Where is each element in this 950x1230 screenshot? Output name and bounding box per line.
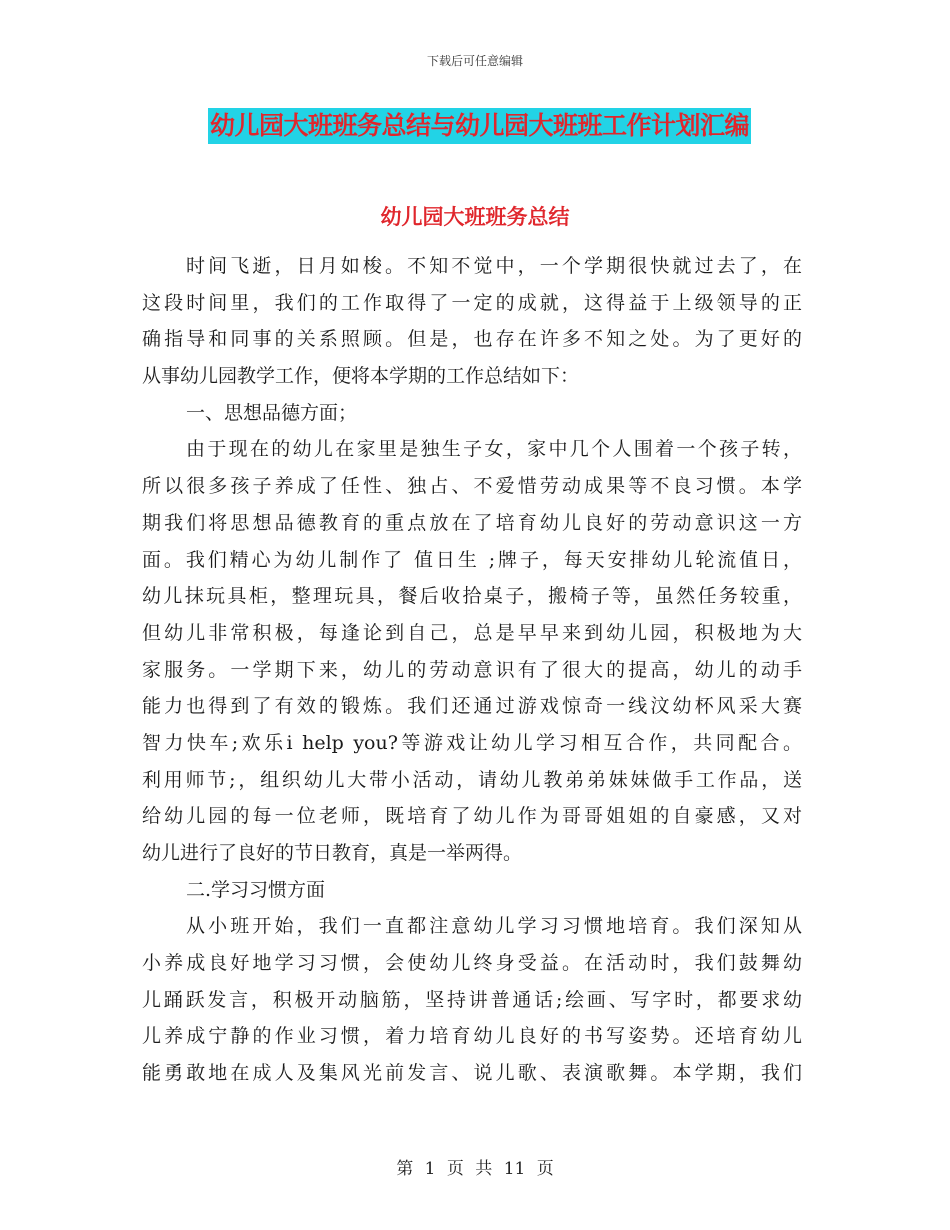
- paragraph-line: 利用师节;，组织幼儿大带小活动，请幼儿教弟弟妹妹做手工作品，送: [142, 768, 802, 791]
- body-text: [142, 248, 802, 1092]
- document-title: 幼儿园大班班务总结与幼儿园大班班工作计划汇编: [208, 108, 751, 144]
- paragraph-line: 幼儿进行了良好的节日教育，真是一举两得。: [142, 842, 523, 864]
- paragraph-line: 给幼儿园的每一位老师，既培育了幼儿作为哥哥姐姐的自豪感，又对: [142, 805, 802, 828]
- paragraph-line: 从小班开始，我们一直都注意幼儿学习习惯地培育。我们深知从: [186, 915, 802, 938]
- paragraph-line: 家服务。一学期下来，幼儿的劳动意识有了很大的提高，幼儿的动手: [142, 658, 802, 681]
- paragraph-line: 期我们将思想品德教育的重点放在了培育幼儿良好的劳动意识这一方: [142, 511, 802, 534]
- paragraph-line: 由于现在的幼儿在家里是独生子女，家中几个人围着一个孩子转，: [186, 438, 802, 461]
- section-heading: 一、思想品德方面；: [186, 401, 358, 424]
- title-wrapper: [208, 108, 788, 144]
- paragraph-line: 能勇敢地在成人及集风光前发言、说儿歌、表演歌舞。本学期，我们: [142, 1062, 802, 1085]
- paragraph-line: 小养成良好地学习习惯，会使幼儿终身受益。在活动时，我们鼓舞幼: [142, 952, 802, 975]
- page-footer: 第 1 页 共 11 页: [396, 1159, 554, 1179]
- paragraph-line: 面。我们精心为幼儿制作了 值日生 ;牌子，每天安排幼儿轮流值日，: [142, 548, 802, 571]
- paragraph-line: 儿养成宁静的作业习惯，着力培育幼儿良好的书写姿势。还培育幼儿: [142, 1025, 802, 1048]
- paragraph-line: 但幼儿非常积极，每逢论到自己，总是早早来到幼儿园，积极地为大: [142, 621, 802, 644]
- section-heading: 二.学习习惯方面: [186, 878, 326, 901]
- paragraph-line: 儿踊跃发言，积极开动脑筋，坚持讲普通话;绘画、写字时，都要求幼: [142, 988, 802, 1011]
- paragraph-line: 幼儿抹玩具柜，整理玩具，餐后收拾桌子，搬椅子等，虽然任务较重，: [142, 585, 802, 608]
- paragraph-line: 能力也得到了有效的锻炼。我们还通过游戏惊奇一线汶幼杯风采大赛: [142, 695, 802, 718]
- header-note: 下载后可任意编辑: [426, 54, 523, 68]
- paragraph-line: 所以很多孩子养成了任性、独占、不爱惜劳动成果等不良习惯。本学: [142, 475, 802, 498]
- paragraph-line: 从事幼儿园教学工作，便将本学期的工作总结如下：: [142, 365, 580, 388]
- section-title: 幼儿园大班班务总结: [380, 205, 570, 229]
- paragraph-line: 智力快车;欢乐i help you?等游戏让幼儿学习相互合作，共同配合。: [142, 731, 802, 754]
- paragraph-line: 时间飞逝，日月如梭。不知不觉中，一个学期很快就过去了，在: [186, 255, 802, 277]
- paragraph-line: 这段时间里，我们的工作取得了一定的成就，这得益于上级领导的正: [142, 291, 802, 314]
- paragraph-line: 确指导和同事的关系照顾。但是，也存在许多不知之处。为了更好的: [142, 328, 802, 351]
